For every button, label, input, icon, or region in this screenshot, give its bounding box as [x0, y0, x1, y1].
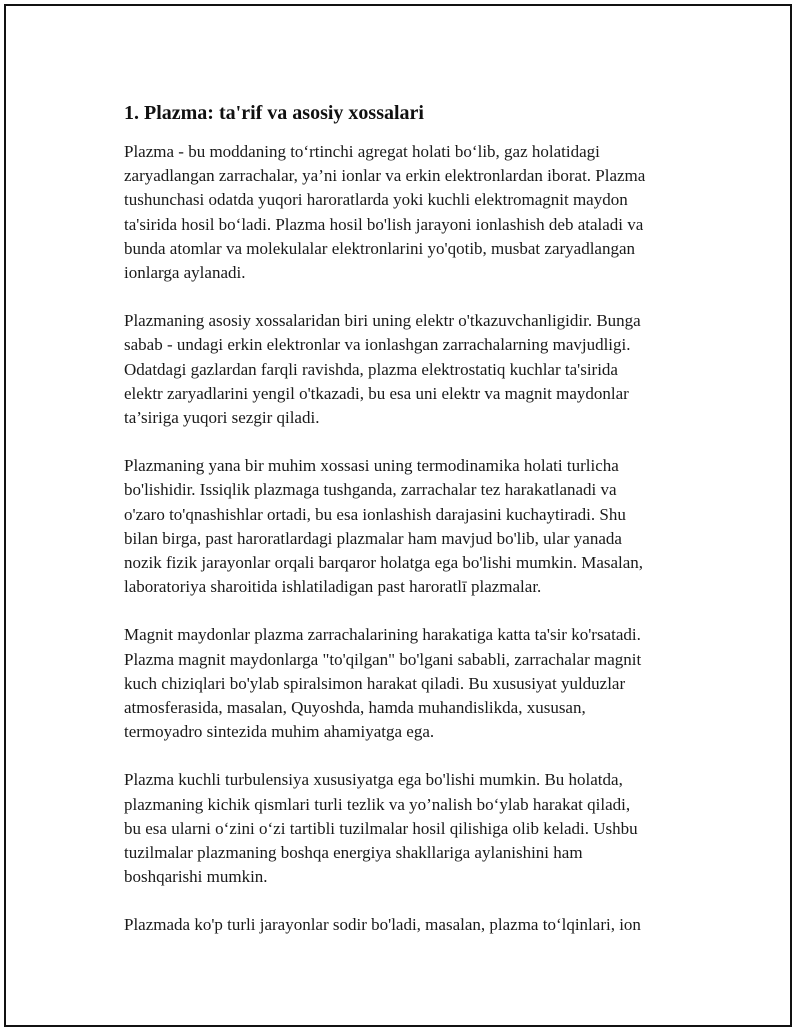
paragraph: [124, 140, 694, 285]
text-line: atmosferasida, masalan, Quyoshda, hamda muhandislikda, xususan,: [124, 698, 586, 718]
text-line: bunda atomlar va molekulalar elektronlarini yo'qotib, musbat zaryadlangan: [124, 238, 636, 258]
text-line: ionlarga aylanadi.: [124, 263, 246, 283]
text-line: tushunchasi odatda yuqori haroratlarda yoki kuchli elektromagnit maydon: [124, 190, 628, 210]
text-line: kuch chiziqlari bo'ylab spiralsimon harakat qiladi. Bu xususiyat yulduzlar: [124, 673, 626, 693]
paragraph: [124, 454, 694, 599]
text-line: Odatdagi gazlardan farqli ravishda, plazma elektrostatiq kuchlar ta'sirida: [124, 359, 618, 379]
text-line: tuzilmalar plazmaning boshqa energiya shakllariga aylanishini ham: [124, 843, 583, 863]
page-frame: [4, 4, 792, 1027]
paragraph-container: [124, 140, 694, 938]
paragraph: [124, 623, 694, 744]
paragraph: [124, 309, 694, 430]
text-line: ta’siriga yuqori sezgir qiladi.: [124, 408, 320, 428]
document-body: [124, 100, 694, 962]
text-line: zaryadlangan zarrachalar, ya’ni ionlar va erkin elektronlardan iborat. Plazma: [124, 166, 646, 186]
text-line: Plazma - bu moddaning to‘rtinchi agregat holati bo‘lib, gaz holatidagi: [124, 142, 600, 161]
text-line: Plazma magnit maydonlarga "to'qilgan" bo'lgani sababli, zarrachalar magnit: [124, 649, 642, 669]
text-line: boshqarishi mumkin.: [124, 867, 268, 887]
text-line: Magnit maydonlar plazma zarrachalarining harakatiga katta ta'sir ko'rsatadi.: [124, 625, 641, 645]
text-line: Plazma kuchli turbulensiya xususiyatga ega bo'lishi mumkin. Bu holatda,: [124, 770, 623, 790]
text-line: bu esa ularni o‘zini o‘zi tartibli tuzilmalar hosil qilishiga olib keladi. Ushbu: [124, 818, 638, 838]
text-line: nozik fizik jarayonlar orqali barqaror holatga ega bo'lishi mumkin. Masalan,: [124, 553, 644, 573]
text-line: plazmaning kichik qismlari turli tezlik va yo’nalish bo‘ylab harakat qiladi,: [124, 794, 631, 814]
section-title: 1. Plazma: ta'rif va asosiy xossalari: [124, 102, 424, 124]
paragraph: [124, 768, 694, 889]
text-line: Plazmada ko'p turli jarayonlar sodir bo'ladi, masalan, plazma to‘lqinlari, ion: [124, 915, 641, 935]
text-line: ta'sirida hosil bo‘ladi. Plazma hosil bo'lish jarayoni ionlashish deb ataladi va: [124, 214, 644, 234]
text-line: Plazmaning asosiy xossalaridan biri uning elektr o'tkazuvchanligidir. Bunga: [124, 311, 641, 331]
text-line: bo'lishidir. Issiqlik plazmaga tushganda, zarrachalar tez harakatlanadi va: [124, 480, 617, 500]
text-line: Plazmaning yana bir muhim xossasi uning termodinamika holati turlicha: [124, 456, 619, 476]
text-line: elektr zaryadlarini yengil o'tkazadi, bu esa uni elektr va magnit maydonlar: [124, 383, 629, 403]
text-line: laboratoriya sharoitida ishlatiladigan past haroratlī plazmalar.: [124, 577, 542, 597]
text-line: o'zaro to'qnashishlar ortadi, bu esa ionlashish darajasini kuchaytiradi. Shu: [124, 504, 626, 524]
text-line: termoyadro sintezida muhim ahamiyatga ega.: [124, 722, 435, 742]
paragraph: [124, 913, 694, 937]
text-line: sabab - undagi erkin elektronlar va ionlashgan zarrachalarning mavjudligi.: [124, 335, 631, 355]
text-line: bilan birga, past haroratlardagi plazmalar ham mavjud bo'lib, ular yanada: [124, 528, 622, 548]
